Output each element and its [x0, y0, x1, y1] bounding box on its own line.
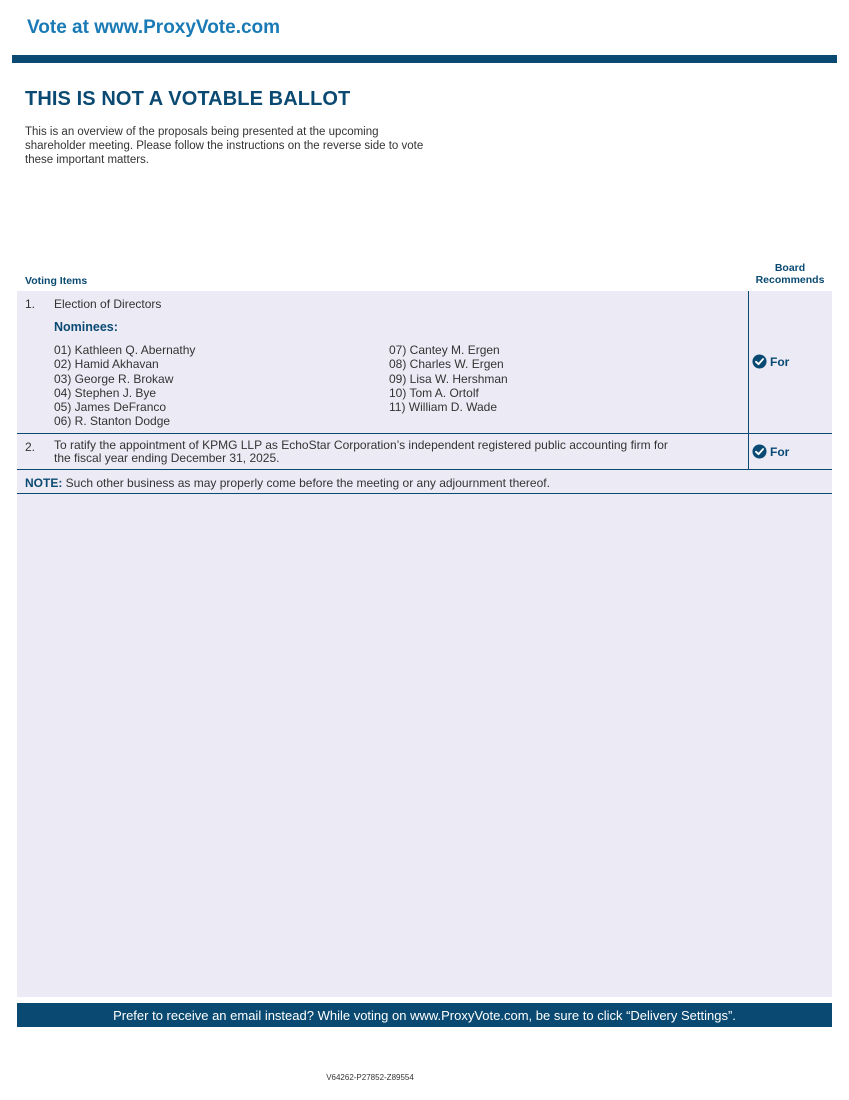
page-title: THIS IS NOT A VOTABLE BALLOT	[25, 88, 351, 110]
email-delivery-banner	[17, 1003, 832, 1027]
item-2-text-line2: the fiscal year ending December 31, 2025.	[54, 451, 280, 465]
nominees-label: Nominees:	[54, 320, 118, 334]
nominee-10: 10) Tom A. Ortolf	[389, 385, 479, 400]
row-divider-1	[17, 433, 832, 434]
nominee-11: 11) William D. Wade	[389, 400, 498, 415]
nominee-02: 02) Hamid Akhavan	[54, 357, 159, 372]
board-recommends-header	[749, 262, 831, 286]
nominee-01: 01) Kathleen Q. Abernathy	[54, 343, 196, 357]
voting-items-header: Voting Items	[25, 275, 88, 287]
intro-text: This is an overview of the proposals being presented at the upcoming shareholder meeting. Please follow the instructions on the reverse side to vote these important matters.	[25, 126, 424, 166]
nominee-07: 07) Cantey M. Ergen	[389, 343, 500, 357]
proxyvote-link[interactable]: Vote at www.ProxyVote.com	[27, 17, 281, 38]
email-delivery-text: Prefer to receive an email instead? While voting on www.ProxyVote.com, be sure to click “Delivery Settings”.	[113, 1007, 736, 1023]
check-circle-icon	[752, 354, 767, 369]
item-2-recommendation	[752, 444, 789, 459]
nominee-04: 04) Stephen J. Bye	[54, 385, 157, 400]
item-1-number: 1.	[25, 297, 36, 311]
control-code: V64262-P27852-Z89554	[326, 1073, 414, 1082]
item-1-recommendation-label: For	[770, 354, 790, 369]
nominee-09: 09) Lisa W. Hershman	[389, 371, 508, 386]
item-1-recommendation	[752, 354, 789, 369]
nominees-list-left	[54, 343, 195, 429]
row-divider-2	[17, 469, 832, 470]
row-divider-3	[17, 493, 832, 494]
nominee-08: 08) Charles W. Ergen	[389, 357, 504, 372]
check-circle-icon	[752, 444, 767, 459]
nominee-06: 06) R. Stanton Dodge	[54, 414, 171, 429]
nominees-list-right	[389, 343, 508, 414]
board-header-line1: Board	[774, 262, 806, 274]
note-label: NOTE:	[25, 476, 63, 490]
nominee-03: 03) George R. Brokaw	[54, 371, 174, 386]
recommend-column-divider	[748, 291, 749, 469]
note-row	[25, 476, 550, 490]
board-header-line2: Recommends	[755, 274, 825, 286]
header-rule	[12, 55, 837, 63]
item-2-recommendation-label: For	[770, 444, 790, 459]
nominee-05: 05) James DeFranco	[54, 400, 167, 415]
item-2-number: 2.	[25, 440, 36, 454]
item-1-text: Election of Directors	[54, 297, 162, 311]
item-2-text	[54, 439, 746, 465]
note-text: Such other business as may properly come before the meeting or any adjournment thereof.	[62, 476, 550, 490]
item-2-text-line1: To ratify the appointment of KPMG LLP as EchoStar Corporation’s independent registered public accounting firm for	[54, 438, 668, 452]
